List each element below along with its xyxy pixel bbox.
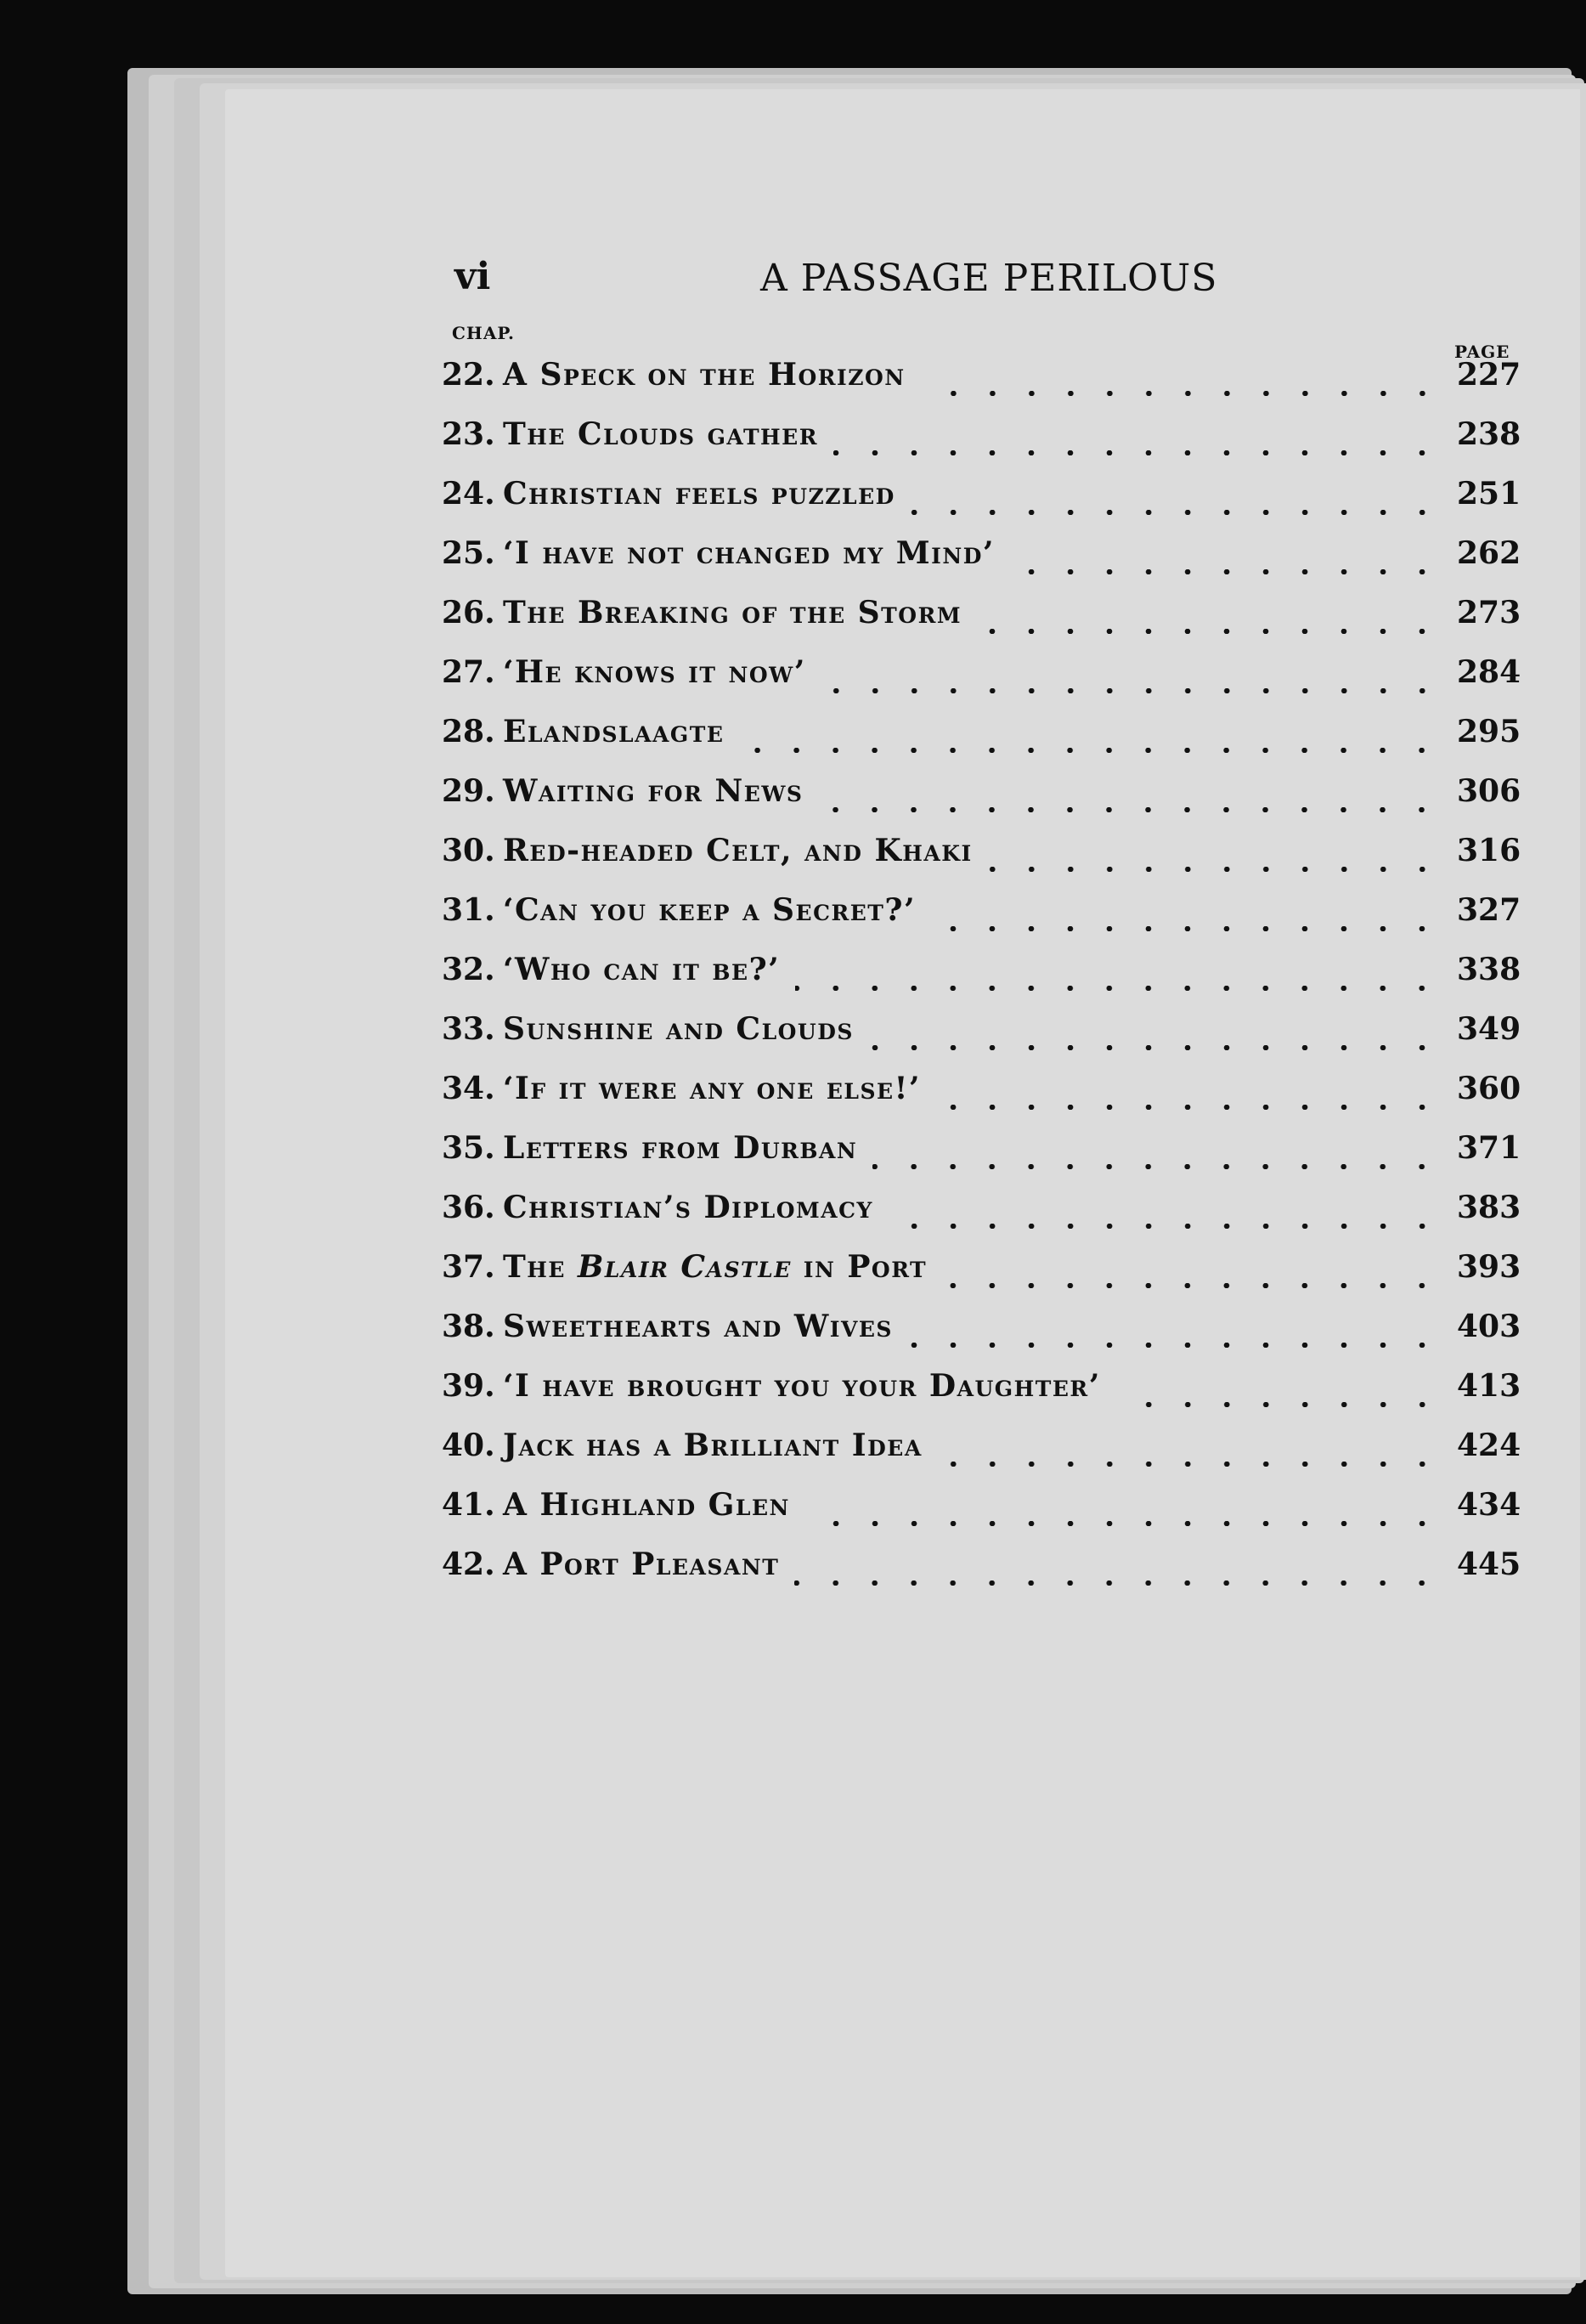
chapter-title: Christian feels puzzled [503,476,895,512]
chapter-title: A Port Pleasant [503,1547,780,1582]
folio: vi [454,255,491,298]
page-number: 383 [1457,1190,1521,1225]
page-number: 306 [1457,773,1521,809]
page-number: 227 [1457,357,1521,393]
toc-row [442,952,1521,1011]
toc-row [442,1487,1521,1547]
toc-row [442,1547,1521,1606]
chapter-title: Letters from Durban [503,1130,858,1166]
chapter-title: Red-headed Celt, and Khaki [503,833,973,868]
page-header [454,255,1542,306]
chapter-title: A Highland Glen [503,1487,790,1523]
toc-row [442,1190,1521,1249]
dot-leader [931,926,1442,931]
chapter-number: 28. [442,714,495,749]
chapter-number: 38. [442,1309,495,1344]
chapter-number: 27. [442,654,495,690]
chapter-number: 24. [442,476,495,512]
dot-leader [794,1580,1442,1586]
dot-leader [872,1164,1442,1169]
toc-row [442,416,1521,476]
toc-row [442,595,1521,654]
toc-row [442,892,1521,952]
chapter-number: 23. [442,416,495,452]
toc-row [442,773,1521,833]
page-number: 295 [1457,714,1521,749]
page-number: 371 [1457,1130,1521,1166]
dot-leader [921,391,1442,396]
chapter-title: ‘Can you keep a Secret?’ [503,892,917,928]
dot-leader [869,1045,1442,1050]
chap-label: CHAP. [452,323,516,343]
dot-leader [977,629,1442,634]
chapter-number: 39. [442,1368,495,1404]
page-number: 251 [1457,476,1521,512]
chapter-number: 36. [442,1190,495,1225]
toc-row [442,476,1521,535]
dot-leader [833,450,1442,455]
chapter-number: 32. [442,952,495,987]
chapter-number: 30. [442,833,495,868]
page-number: 273 [1457,595,1521,630]
chapter-number: 35. [442,1130,495,1166]
page-number: 360 [1457,1071,1521,1106]
chapter-number: 25. [442,535,495,571]
page-number: 393 [1457,1249,1521,1285]
chapter-number: 26. [442,595,495,630]
table-of-contents [442,357,1521,1606]
page-number: 262 [1457,535,1521,571]
dot-leader [942,1283,1442,1288]
chapter-title: Waiting for News [503,773,804,809]
toc-row [442,833,1521,892]
chapter-number: 40. [442,1428,495,1463]
dot-leader [908,1343,1442,1348]
page-label: PAGE [1454,342,1510,362]
chapter-title: Christian’s Diplomacy [503,1190,873,1225]
toc-row [442,1309,1521,1368]
chapter-title-post: in Port [791,1249,928,1285]
page-number: 238 [1457,416,1521,452]
chapter-number: 37. [442,1249,495,1285]
chapter-title: ‘If it were any one else!’ [503,1071,921,1106]
chapter-title: ‘I have brought you your Daughter’ [503,1368,1101,1404]
chapter-number: 29. [442,773,495,809]
toc-row [442,1249,1521,1309]
dot-leader [936,1105,1442,1110]
chapter-number: 41. [442,1487,495,1523]
chapter-number: 31. [442,892,495,928]
chapter-title: Sunshine and Clouds [503,1011,854,1047]
chapter-number: 33. [442,1011,495,1047]
toc-row [442,714,1521,773]
dot-leader [1116,1402,1442,1407]
chapter-number: 34. [442,1071,495,1106]
page-number: 316 [1457,833,1521,868]
page-number: 445 [1457,1547,1521,1582]
chapter-title: ‘Who can it be?’ [503,952,781,987]
page-number: 284 [1457,654,1521,690]
toc-row [442,535,1521,595]
page-number: 424 [1457,1428,1521,1463]
dot-leader [818,807,1442,812]
dot-leader [938,1462,1442,1467]
page-number: 327 [1457,892,1521,928]
chapter-title: The Breaking of the Storm [503,595,962,630]
chapter-title: Jack has a Brilliant Idea [503,1428,923,1463]
chapter-title: A Speck on the Horizon [503,357,906,393]
toc-row [442,357,1521,416]
toc-row [442,1130,1521,1190]
toc-row [442,1071,1521,1130]
page-number: 338 [1457,952,1521,987]
chapter-title: Sweethearts and Wives [503,1309,893,1344]
page-number: 349 [1457,1011,1521,1047]
chapter-title [503,1249,927,1285]
toc-row [442,1368,1521,1428]
chapter-title: The Clouds gather [503,416,819,452]
ship-name: Blair Castle [578,1249,792,1285]
running-title: A PASSAGE PERILOUS [760,257,1218,300]
chapter-title-pre: The [503,1249,578,1285]
page-number: 413 [1457,1368,1521,1404]
page-number: 434 [1457,1487,1521,1523]
dot-leader [911,510,1442,515]
dot-leader [821,688,1442,693]
page-number: 403 [1457,1309,1521,1344]
chapter-number: 42. [442,1547,495,1582]
toc-row [442,654,1521,714]
chapter-title: ‘I have not changed my Mind’ [503,535,995,571]
dot-leader [805,1521,1442,1526]
dot-leader [889,1224,1442,1229]
dot-leader [988,867,1442,872]
toc-row [442,1428,1521,1487]
dot-leader [1010,569,1442,574]
toc-row [442,1011,1521,1071]
chapter-number: 22. [442,357,495,393]
dot-leader [795,986,1442,991]
dot-leader [739,748,1442,753]
chapter-title: ‘He knows it now’ [503,654,806,690]
chapter-title: Elandslaagte [503,714,725,749]
